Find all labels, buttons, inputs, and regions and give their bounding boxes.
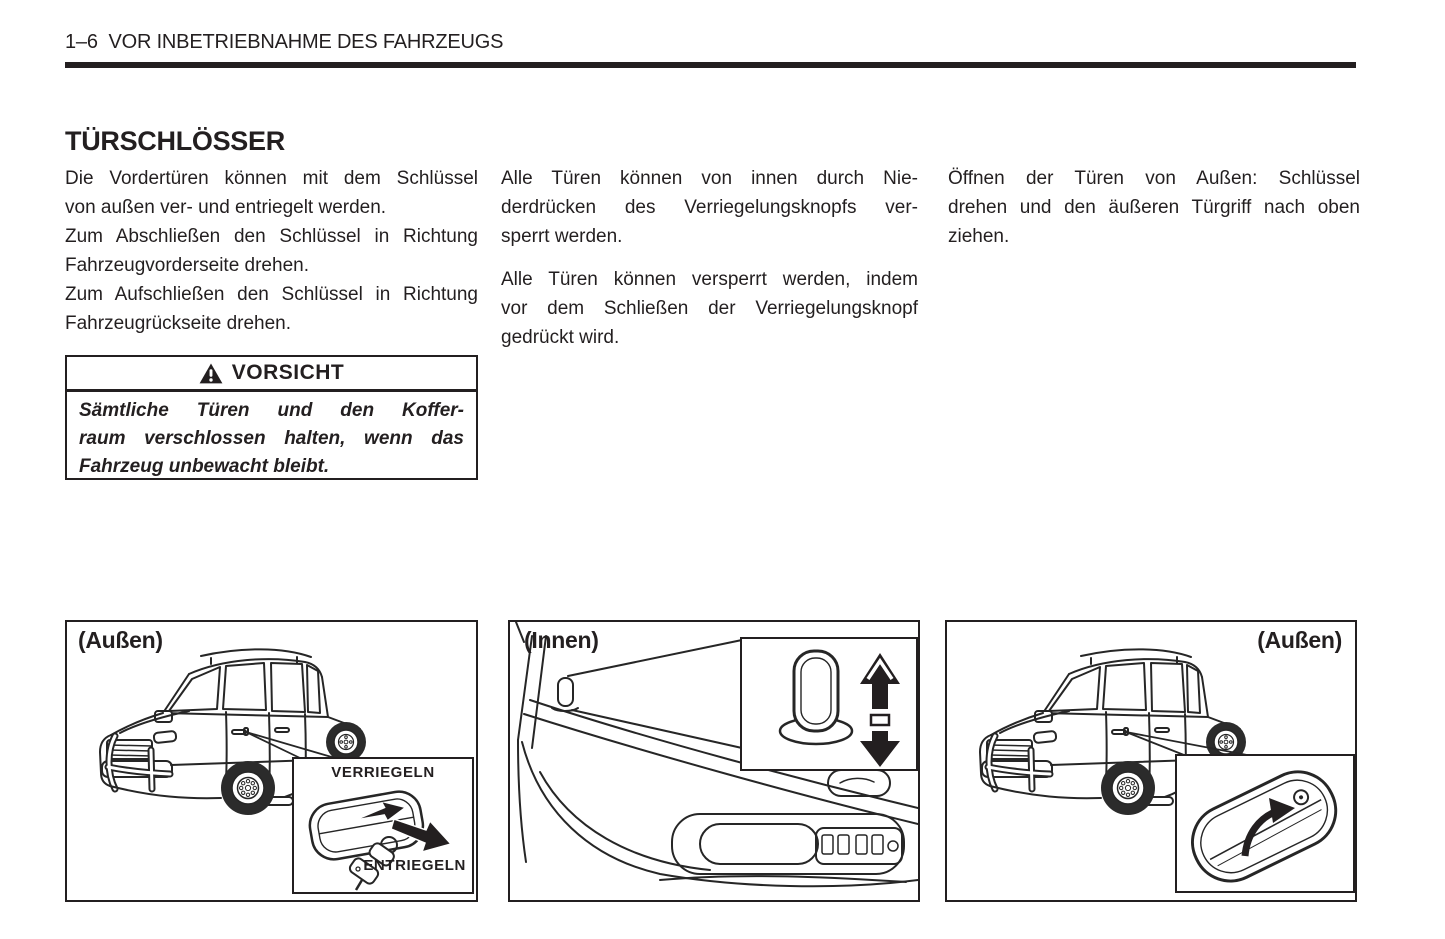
figure-label: (Außen) xyxy=(78,627,163,653)
down-arrow-icon xyxy=(860,715,900,767)
lock-knob-illustration xyxy=(742,639,916,769)
paragraph xyxy=(501,164,918,251)
text-column-middle xyxy=(501,164,918,352)
text-line: von außen ver- und entriegelt werden. xyxy=(65,197,387,218)
warning-triangle-icon xyxy=(199,363,223,384)
text-line: Fahrzeugrückseite drehen. xyxy=(65,313,292,334)
figure-exterior-lock xyxy=(65,620,478,902)
figure-label: (Innen) xyxy=(524,627,599,653)
header-rule xyxy=(65,62,1356,68)
warning-header xyxy=(67,357,476,392)
key-lock-inset xyxy=(292,757,474,894)
text-line: Öffnen der Türen von Außen: Schlüssel xyxy=(948,168,1360,189)
warning-text xyxy=(67,392,476,481)
text-line: drehen und den äußeren Türgriff nach oben xyxy=(948,197,1360,218)
running-header: 1–6 VOR INBETRIEBNAHME DES FAHRZEUGS xyxy=(65,31,504,53)
text-line: gedrückt wird. xyxy=(501,327,620,348)
figure-interior-lock xyxy=(508,620,920,902)
figure-label: (Außen) xyxy=(1257,627,1342,653)
callout-lines xyxy=(246,732,335,758)
text-line: Fahrzeug unbewacht bleibt. xyxy=(79,456,330,477)
lock-label: VERRIEGELN xyxy=(331,764,435,781)
text-line: vor dem Schließen der Verriegelungsknopf xyxy=(501,298,918,319)
lock-knob-small xyxy=(558,678,573,706)
text-column-left xyxy=(65,164,478,338)
unlock-label: ENTRIEGELN xyxy=(363,857,466,874)
text-line: Alle Türen können versperrt werden, indem xyxy=(501,269,918,290)
text-line: Fahrzeugvorderseite drehen. xyxy=(65,255,309,276)
text-line: Sämtliche Türen und den Koffer- xyxy=(79,400,464,421)
text-line: Zum Abschließen den Schlüssel in Richtung xyxy=(65,226,478,247)
paragraph xyxy=(501,265,918,352)
warning-title: VORSICHT xyxy=(231,361,345,384)
door-handle-illustration xyxy=(1177,756,1353,891)
warning-box xyxy=(65,355,478,480)
text-line: Alle Türen können von innen durch Nie- xyxy=(501,168,918,189)
text-column-right xyxy=(948,164,1360,251)
text-line: sperrt werden. xyxy=(501,226,623,247)
callout-line xyxy=(572,710,742,748)
door-handle-inset xyxy=(1175,754,1355,893)
lock-knob-inset xyxy=(740,637,918,771)
text-line: raum verschlossen halten, wenn das xyxy=(79,428,464,449)
text-line: Die Vordertüren können mit dem Schlüssel xyxy=(65,168,478,189)
page-title: TÜRSCHLÖSSER xyxy=(65,126,285,156)
text-line: derdrücken des Verriegelungsknopfs ver- xyxy=(501,197,918,218)
text-line: Zum Aufschließen den Schlüssel in Richtung xyxy=(65,284,478,305)
text-line: ziehen. xyxy=(948,226,1010,247)
up-arrow-icon xyxy=(860,653,900,709)
figure-exterior-handle xyxy=(945,620,1357,902)
